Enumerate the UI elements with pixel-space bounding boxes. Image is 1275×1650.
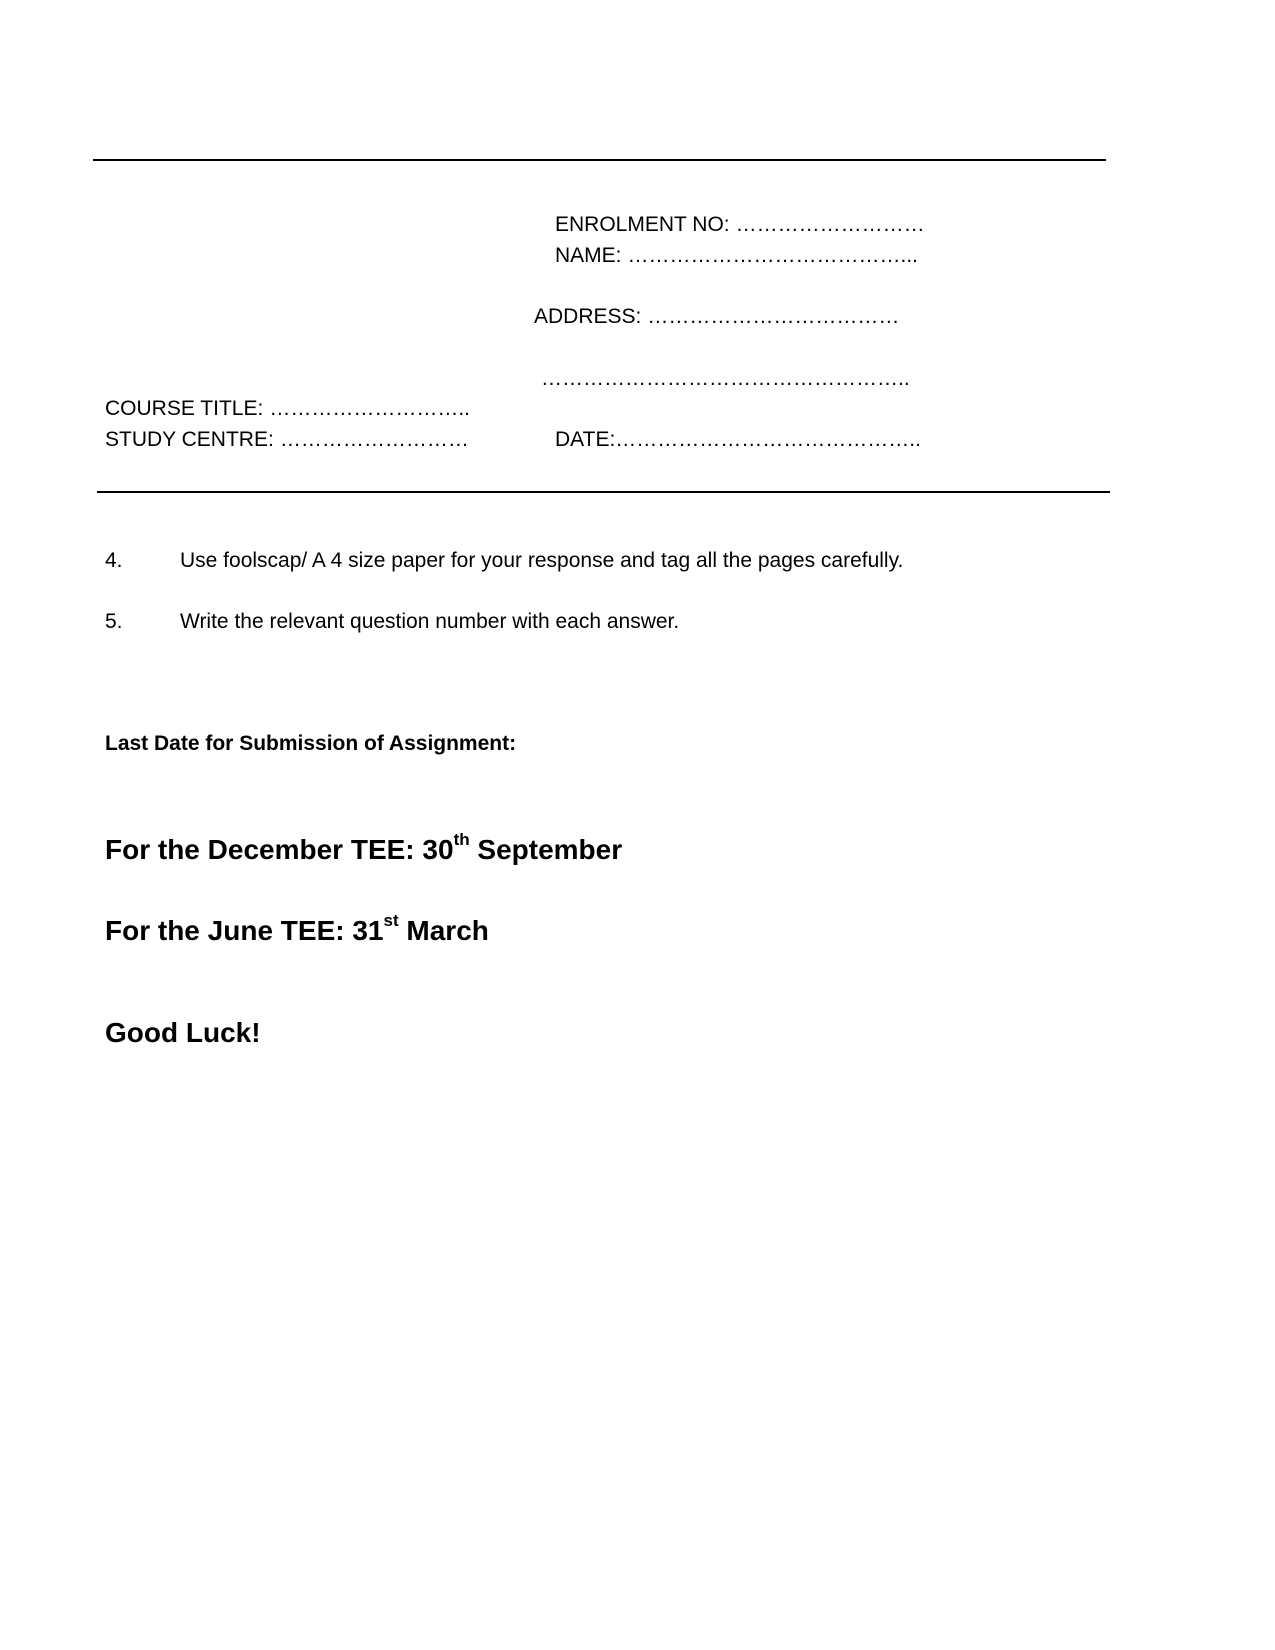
- submission-heading: Last Date for Submission of Assignment:: [105, 732, 517, 755]
- address-field: [534, 305, 899, 329]
- course-title-blank: ………………………..: [269, 397, 470, 420]
- bottom-divider-line: [97, 491, 1110, 493]
- instruction-text: Write the relevant question number with each answer.: [180, 610, 680, 633]
- june-deadline-prefix: For the June TEE: 31: [105, 915, 384, 946]
- study-centre-label: STUDY CENTRE:: [105, 428, 274, 451]
- december-deadline-ordinal: th: [453, 829, 470, 849]
- name-label: NAME:: [555, 244, 622, 267]
- address-blank: ………………………………: [647, 305, 900, 328]
- enrolment-no-blank: ………………………: [735, 213, 925, 236]
- closing-message: Good Luck!: [105, 1017, 261, 1048]
- instruction-number: 4.: [105, 549, 123, 572]
- study-centre-field: [105, 428, 469, 452]
- address-line-2-blank: ……………………………………………..: [541, 367, 910, 390]
- name-field: [555, 244, 918, 268]
- date-field: [555, 428, 921, 452]
- date-label: DATE:: [555, 428, 616, 451]
- june-deadline-month: March: [398, 915, 489, 946]
- instruction-text: Use foolscap/ A 4 size paper for your response and tag all the pages carefully.: [180, 549, 904, 572]
- december-deadline-prefix: For the December TEE: 30: [105, 834, 454, 865]
- instruction-item: [105, 549, 903, 573]
- name-blank: …………………………………...: [627, 244, 919, 267]
- course-title-label: COURSE TITLE:: [105, 397, 264, 420]
- instruction-number: 5.: [105, 610, 123, 633]
- study-centre-blank: ………………………: [279, 428, 469, 451]
- december-deadline: [105, 829, 623, 866]
- instruction-item: [105, 610, 679, 634]
- date-blank: ……………………………………..: [615, 428, 921, 451]
- june-deadline: [105, 910, 489, 947]
- top-divider-line: [93, 159, 1106, 161]
- december-deadline-month: September: [469, 834, 623, 865]
- enrolment-no-field: [555, 213, 925, 237]
- address-label: ADDRESS:: [534, 305, 642, 328]
- enrolment-no-label: ENROLMENT NO:: [555, 213, 730, 236]
- course-title-field: [105, 397, 470, 421]
- june-deadline-ordinal: st: [383, 910, 399, 930]
